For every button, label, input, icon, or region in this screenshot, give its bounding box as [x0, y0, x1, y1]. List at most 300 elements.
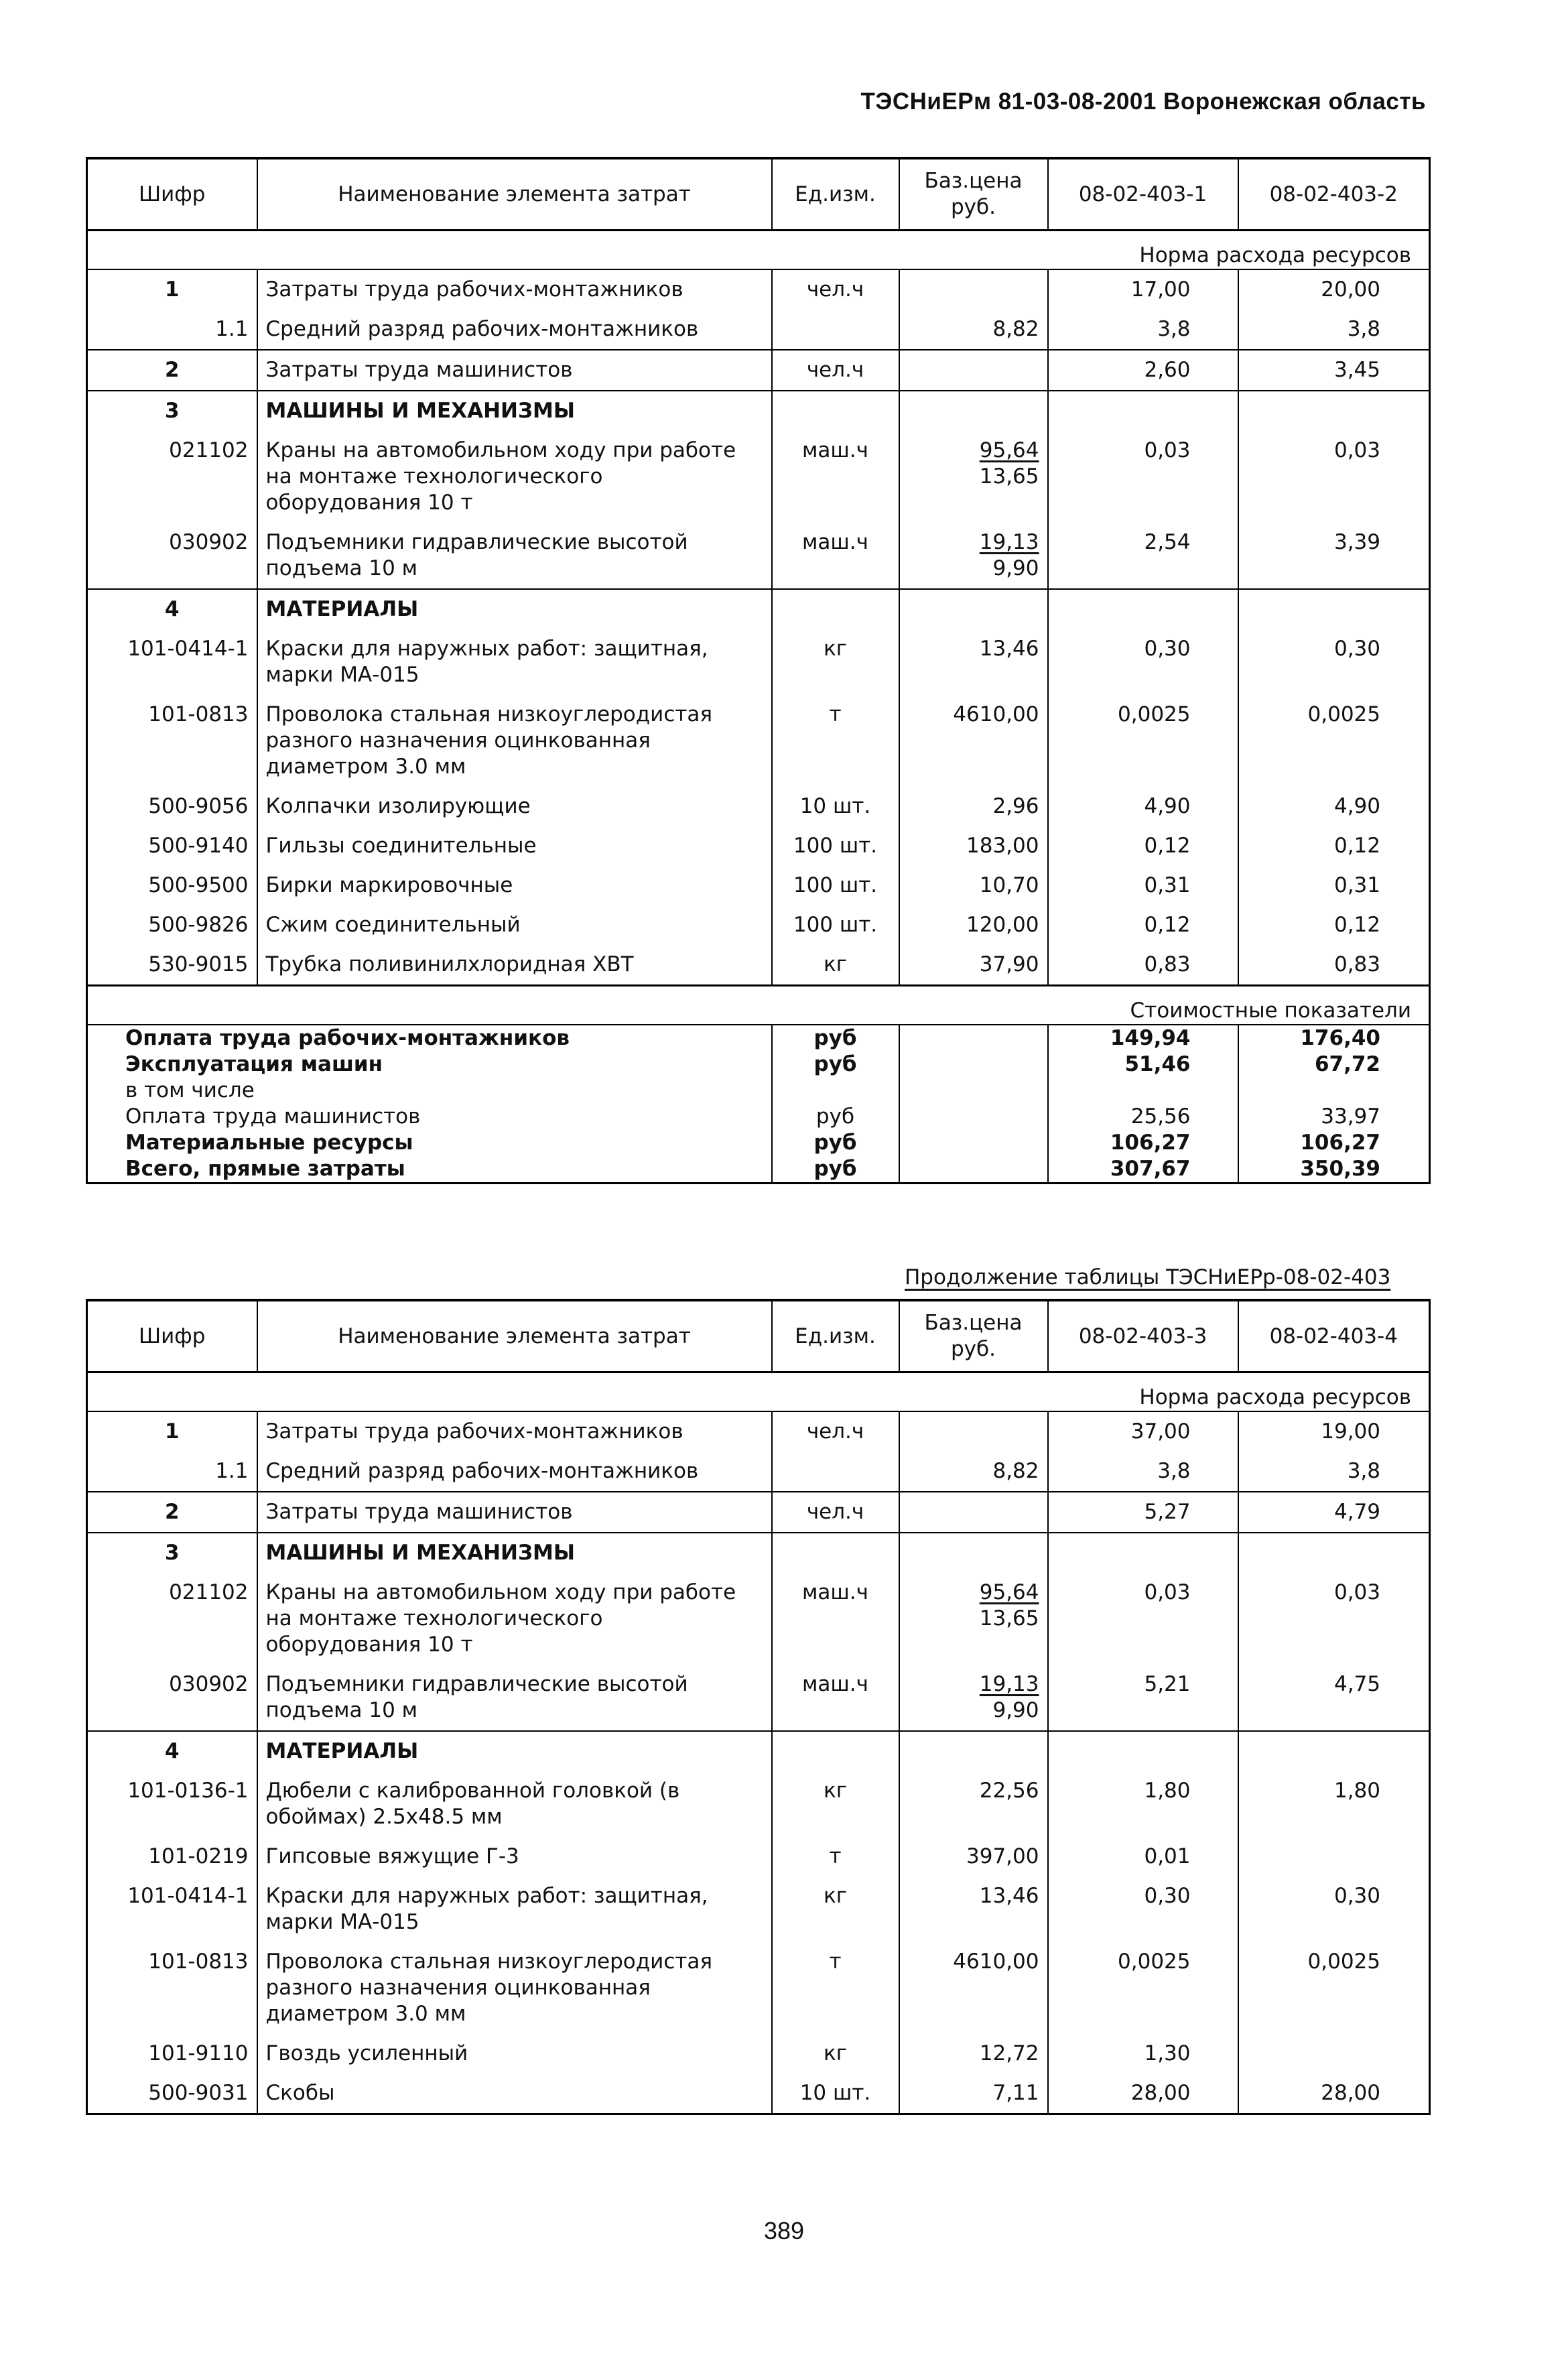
table-row: [87, 2034, 1430, 2074]
row-value-b: [1238, 629, 1430, 695]
row-name-text: Затраты труда машинистов: [265, 1500, 573, 1524]
row-code: [87, 310, 257, 350]
row-value-b-text: 20,00: [1321, 277, 1380, 302]
row-code: [87, 431, 257, 523]
row-value-a-text: 3,8: [1157, 1459, 1191, 1483]
row-price: [899, 391, 1048, 431]
resource-table-2-body: [87, 1300, 1430, 2114]
total-row: [87, 1156, 1430, 1184]
row-code: [87, 1876, 257, 1942]
row-price: [899, 629, 1048, 695]
total-value-a: 149,94: [1048, 1025, 1238, 1051]
table-row: [87, 1533, 1430, 1573]
row-name: [257, 1452, 772, 1492]
row-price-block: [908, 826, 1039, 866]
row-value-b: [1238, 350, 1430, 391]
row-code-text: 030902: [169, 530, 249, 554]
row-price-block: [908, 695, 1039, 735]
row-name-text: Краски для наружных работ: защитная, марки МА-015: [265, 1884, 708, 1934]
row-value-b: [1238, 310, 1430, 350]
row-name-text: Краски для наружных работ: защитная, марки МА-015: [265, 637, 708, 687]
row-value-b: [1238, 1452, 1430, 1492]
row-value-a: [1048, 695, 1238, 787]
row-value-b-text: 4,75: [1333, 1672, 1380, 1696]
row-name: [257, 1837, 772, 1876]
row-value-b: [1238, 826, 1430, 866]
row-unit-text: т: [829, 702, 842, 726]
row-price: [899, 787, 1048, 826]
row-unit: [772, 695, 899, 787]
row-value-a: [1048, 866, 1238, 905]
row-name-text: Бирки маркировочные: [265, 873, 513, 897]
table-row: [87, 589, 1430, 629]
row-value-b: [1238, 1665, 1430, 1731]
row-code: [87, 350, 257, 391]
table-row: [87, 391, 1430, 431]
row-unit: [772, 391, 899, 431]
row-unit-text: [781, 590, 891, 603]
row-name-text: Скобы: [265, 2081, 335, 2105]
row-name: [257, 310, 772, 350]
row-unit: [772, 1942, 899, 2034]
row-code: [87, 866, 257, 905]
row-value-a-text: 0,31: [1144, 873, 1191, 897]
row-code-text: 3: [164, 399, 180, 423]
row-price-text: 95,64: [979, 1580, 1039, 1604]
row-unit: [772, 1665, 899, 1731]
row-name: [257, 1533, 772, 1573]
row-value-b-text: 1,80: [1333, 1779, 1380, 1803]
row-value-b: [1238, 523, 1430, 589]
row-value-a: [1048, 1573, 1238, 1665]
col-header-code: Шифр: [87, 158, 257, 231]
row-unit-text: кг: [823, 637, 847, 661]
norm-label: Норма расхода ресурсов: [1048, 231, 1430, 270]
row-price: [899, 1665, 1048, 1731]
row-price-text: 183,00: [966, 834, 1039, 858]
row-price-block: [908, 1573, 1039, 1639]
row-value-b: [1238, 905, 1430, 945]
row-code-text: 101-0219: [148, 1844, 249, 1868]
row-value-a: [1048, 269, 1238, 310]
norm-spacer: [87, 1373, 1048, 1412]
row-code-text: 101-0414-1: [127, 637, 249, 661]
row-name: [257, 1942, 772, 2034]
row-price: [899, 2034, 1048, 2074]
row-code: [87, 1492, 257, 1533]
row-unit: [772, 1452, 899, 1492]
row-name: [257, 269, 772, 310]
row-name: [257, 695, 772, 787]
row-value-a-text: 17,00: [1130, 277, 1191, 302]
row-unit: [772, 2034, 899, 2074]
row-unit: [772, 350, 899, 391]
row-name-text: Подъемники гидравлические высотой подъема 10 м: [265, 1672, 688, 1722]
row-code: [87, 1837, 257, 1876]
row-price-operator-text: 13,65: [979, 1606, 1039, 1631]
row-code-text: 1: [164, 277, 180, 302]
row-value-b-text: 3,8: [1347, 317, 1380, 341]
total-value-b: 67,72: [1238, 1051, 1430, 1078]
row-price-block: [908, 2074, 1039, 2113]
total-unit: руб: [772, 1025, 899, 1051]
row-unit-text: [781, 1533, 891, 1547]
total-row: [87, 1104, 1430, 1130]
col-header-code: Шифр: [87, 1300, 257, 1373]
row-name-text: Средний разряд рабочих-монтажников: [265, 1459, 699, 1483]
row-value-b-text: [1247, 590, 1381, 603]
table-header-row: [87, 158, 1430, 231]
row-price: [899, 695, 1048, 787]
row-price-block: [908, 905, 1039, 945]
row-unit: [772, 269, 899, 310]
row-code-text: 530-9015: [148, 952, 249, 976]
table-row: [87, 1411, 1430, 1452]
row-value-b-text: 0,12: [1333, 834, 1380, 858]
row-value-b: [1238, 945, 1430, 986]
document-header: ТЭСНиЕРм 81-03-08-2001 Воронежская область: [860, 88, 1426, 115]
row-code: [87, 2034, 257, 2074]
row-name: [257, 945, 772, 986]
total-price-empty: [899, 1051, 1048, 1078]
row-name: [257, 2034, 772, 2074]
row-value-a: [1048, 589, 1238, 629]
row-value-a: [1048, 1452, 1238, 1492]
row-name: [257, 350, 772, 391]
table-row: [87, 1837, 1430, 1876]
total-value-a: 106,27: [1048, 1130, 1238, 1156]
row-value-a: [1048, 523, 1238, 589]
row-unit: [772, 1876, 899, 1942]
row-unit-text: маш.ч: [802, 438, 868, 462]
table-row: [87, 905, 1430, 945]
table-row: [87, 1452, 1430, 1492]
row-value-b: [1238, 1771, 1430, 1837]
row-value-a: [1048, 787, 1238, 826]
row-value-b-text: [1247, 1533, 1381, 1547]
row-price: [899, 1731, 1048, 1771]
row-value-a-text: 0,0025: [1118, 1950, 1191, 1974]
table-row: [87, 1942, 1430, 2034]
row-value-a-text: [1057, 391, 1191, 405]
row-value-b-text: 19,00: [1321, 1419, 1380, 1444]
row-code-text: 021102: [169, 438, 249, 462]
row-unit: [772, 629, 899, 695]
row-value-a: [1048, 1876, 1238, 1942]
total-value-b: [1238, 1078, 1430, 1104]
row-value-b: [1238, 589, 1430, 629]
row-price-block: [908, 945, 1039, 984]
row-value-a: [1048, 826, 1238, 866]
row-value-b: [1238, 2034, 1430, 2074]
row-value-a: [1048, 1533, 1238, 1573]
row-value-a: [1048, 1731, 1238, 1771]
row-price-block: [908, 1942, 1039, 1982]
row-code-text: 500-9140: [148, 834, 249, 858]
row-code: [87, 391, 257, 431]
row-price-block: [908, 1533, 1039, 1547]
row-name-text: МАТЕРИАЛЫ: [265, 1739, 419, 1763]
row-value-a-text: 1,30: [1144, 2041, 1191, 2065]
row-value-a-text: 0,03: [1144, 438, 1191, 462]
row-code: [87, 787, 257, 826]
row-value-b-text: 0,12: [1333, 913, 1380, 937]
cost-label: Стоимостные показатели: [1048, 986, 1430, 1025]
row-price: [899, 1411, 1048, 1452]
row-code: [87, 1731, 257, 1771]
row-code: [87, 905, 257, 945]
row-value-b-text: [1247, 1837, 1381, 1850]
row-unit-text: 10 шт.: [799, 2081, 871, 2105]
row-unit-text: т: [829, 1844, 842, 1868]
row-code: [87, 1771, 257, 1837]
total-unit: руб: [772, 1104, 899, 1130]
row-value-a: [1048, 391, 1238, 431]
row-code: [87, 826, 257, 866]
row-price-block: [908, 350, 1039, 364]
row-price-text: 8,82: [992, 1459, 1039, 1483]
table-row: [87, 2074, 1430, 2114]
row-code: [87, 523, 257, 589]
table-row: [87, 945, 1430, 986]
row-value-a-text: 4,90: [1144, 794, 1191, 818]
row-value-b: [1238, 1492, 1430, 1533]
row-value-b: [1238, 1942, 1430, 2034]
row-price-block: [908, 2034, 1039, 2074]
row-unit: [772, 905, 899, 945]
row-value-b-text: 4,79: [1333, 1500, 1380, 1524]
table-header-row: [87, 1300, 1430, 1373]
total-value-b: 176,40: [1238, 1025, 1430, 1051]
col-header-a: 08-02-403-3: [1048, 1300, 1238, 1373]
col-header-price: Баз.цена руб.: [899, 158, 1048, 231]
row-value-b: [1238, 866, 1430, 905]
row-name: [257, 629, 772, 695]
row-code-text: 101-0813: [148, 702, 249, 726]
row-name-text: МАТЕРИАЛЫ: [265, 597, 419, 621]
total-price-empty: [899, 1078, 1048, 1104]
table-row: [87, 523, 1430, 589]
row-value-b-text: [1247, 1732, 1381, 1745]
row-unit-text: 100 шт.: [793, 913, 878, 937]
row-code-text: 101-0414-1: [127, 1884, 249, 1908]
row-price-block: [908, 391, 1039, 405]
row-value-a: [1048, 310, 1238, 350]
row-unit: [772, 2074, 899, 2114]
row-code: [87, 1452, 257, 1492]
row-price-text: 13,46: [979, 1884, 1039, 1908]
row-value-b-text: 0,0025: [1307, 702, 1380, 726]
total-name: Эксплуатация машин: [87, 1051, 772, 1078]
row-code: [87, 1533, 257, 1573]
row-unit-text: т: [829, 1950, 842, 1974]
row-name: [257, 826, 772, 866]
row-unit-text: 10 шт.: [799, 794, 871, 818]
row-price-text: 12,72: [979, 2041, 1039, 2065]
row-value-b: [1238, 391, 1430, 431]
row-price-block: [908, 310, 1039, 349]
row-price-operator-text: 9,90: [992, 556, 1039, 580]
row-unit-text: маш.ч: [802, 1580, 868, 1604]
row-code-text: 500-9500: [148, 873, 249, 897]
row-price: [899, 1837, 1048, 1876]
row-value-a-text: 0,83: [1144, 952, 1191, 976]
norm-label: Норма расхода ресурсов: [1048, 1373, 1430, 1412]
row-code-text: 1.1: [215, 317, 249, 341]
row-code-text: 101-0813: [148, 1950, 249, 1974]
row-price-block: [908, 1876, 1039, 1916]
row-name: [257, 431, 772, 523]
row-name-text: Гвоздь усиленный: [265, 2041, 468, 2065]
row-price-text: 7,11: [992, 2081, 1039, 2105]
row-price-text: 10,70: [979, 873, 1039, 897]
row-value-b: [1238, 1411, 1430, 1452]
norm-spacer: [87, 231, 1048, 270]
row-price-block: [908, 1412, 1039, 1425]
row-unit-text: 100 шт.: [793, 873, 878, 897]
page-number: 389: [763, 2217, 805, 2244]
row-code-text: 4: [164, 1739, 180, 1763]
table-row: [87, 350, 1430, 391]
row-unit-text: кг: [823, 1884, 847, 1908]
row-value-a-text: 1,80: [1144, 1779, 1191, 1803]
row-price-block: [908, 1732, 1039, 1745]
table-row: [87, 866, 1430, 905]
row-price: [899, 1452, 1048, 1492]
row-price-block: [908, 866, 1039, 905]
row-value-b-text: [1247, 391, 1381, 405]
total-price-empty: [899, 1104, 1048, 1130]
row-price-operator-text: 13,65: [979, 464, 1039, 489]
row-code-text: 021102: [169, 1580, 249, 1604]
row-name-text: Сжим соединительный: [265, 913, 521, 937]
row-value-a-text: 5,27: [1144, 1500, 1191, 1524]
row-name-text: Краны на автомобильном ходу при работе на монтаже технологического оборудования 10 т: [265, 438, 736, 515]
row-name: [257, 1492, 772, 1533]
row-price-text: 95,64: [979, 438, 1039, 462]
table-row: [87, 1665, 1430, 1731]
row-value-b: [1238, 695, 1430, 787]
row-unit-text: [781, 310, 891, 323]
total-row: [87, 1025, 1430, 1051]
row-value-a-text: 0,12: [1144, 913, 1191, 937]
table-row: [87, 695, 1430, 787]
row-value-a: [1048, 945, 1238, 986]
resource-table-2: [86, 1299, 1431, 2115]
row-price-text: 2,96: [992, 794, 1039, 818]
row-value-a: [1048, 1837, 1238, 1876]
table-row: [87, 1771, 1430, 1837]
row-value-b: [1238, 1731, 1430, 1771]
row-value-b: [1238, 787, 1430, 826]
row-code-text: 030902: [169, 1672, 249, 1696]
total-name: Оплата труда рабочих-монтажников: [87, 1025, 772, 1051]
col-header-b: 08-02-403-4: [1238, 1300, 1430, 1373]
total-value-a: 307,67: [1048, 1156, 1238, 1184]
row-unit: [772, 1837, 899, 1876]
row-value-a-text: 0,03: [1144, 1580, 1191, 1604]
row-name: [257, 1573, 772, 1665]
row-price: [899, 1492, 1048, 1533]
row-name-text: Краны на автомобильном ходу при работе на монтаже технологического оборудования 10 т: [265, 1580, 736, 1657]
row-name-text: МАШИНЫ И МЕХАНИЗМЫ: [265, 399, 575, 423]
row-price-block: [908, 431, 1039, 497]
row-price: [899, 431, 1048, 523]
col-header-name: Наименование элемента затрат: [257, 1300, 772, 1373]
total-unit: [772, 1078, 899, 1104]
row-value-a: [1048, 2034, 1238, 2074]
table-row: [87, 629, 1430, 695]
row-value-a-text: 0,0025: [1118, 702, 1191, 726]
row-unit-text: кг: [823, 1779, 847, 1803]
row-price-block: [908, 629, 1039, 669]
row-unit-text: чел.ч: [806, 1500, 864, 1524]
table-row: [87, 269, 1430, 310]
total-name: Оплата труда машинистов: [87, 1104, 772, 1130]
row-unit: [772, 945, 899, 986]
row-code-text: 2: [164, 358, 180, 382]
row-price: [899, 1771, 1048, 1837]
row-name: [257, 866, 772, 905]
row-price: [899, 1876, 1048, 1942]
row-value-a-text: 2,54: [1144, 530, 1191, 554]
col-header-unit: Ед.изм.: [772, 158, 899, 231]
row-name-text: Затраты труда рабочих-монтажников: [265, 277, 683, 302]
total-unit: руб: [772, 1051, 899, 1078]
row-name-text: Затраты труда машинистов: [265, 358, 573, 382]
row-unit: [772, 787, 899, 826]
row-name: [257, 1876, 772, 1942]
total-name: в том числе: [87, 1078, 772, 1104]
row-code: [87, 945, 257, 986]
row-name: [257, 2074, 772, 2114]
col-header-a: 08-02-403-1: [1048, 158, 1238, 231]
row-code: [87, 1665, 257, 1731]
row-name-text: Колпачки изолирующие: [265, 794, 531, 818]
norm-label-row: [87, 231, 1430, 270]
row-value-b: [1238, 269, 1430, 310]
row-code: [87, 1942, 257, 2034]
row-price: [899, 1942, 1048, 2034]
row-name-text: Затраты труда рабочих-монтажников: [265, 1419, 683, 1444]
row-name: [257, 1411, 772, 1452]
row-price: [899, 945, 1048, 986]
row-unit: [772, 1533, 899, 1573]
row-value-b-text: 3,39: [1333, 530, 1380, 554]
row-code-text: 4: [164, 597, 180, 621]
total-value-b: 350,39: [1238, 1156, 1430, 1184]
row-name: [257, 523, 772, 589]
row-value-b: [1238, 1837, 1430, 1876]
total-price-empty: [899, 1025, 1048, 1051]
row-value-b-text: 0,0025: [1307, 1950, 1380, 1974]
row-price: [899, 905, 1048, 945]
row-name: [257, 787, 772, 826]
row-value-b-text: 0,30: [1333, 1884, 1380, 1908]
row-value-b: [1238, 431, 1430, 523]
row-unit-text: маш.ч: [802, 1672, 868, 1696]
total-name: Материальные ресурсы: [87, 1130, 772, 1156]
table-row: [87, 310, 1430, 350]
row-name: [257, 391, 772, 431]
row-value-a-text: [1057, 1533, 1191, 1547]
row-value-a-text: [1057, 1732, 1191, 1745]
row-code-text: 1: [164, 1419, 180, 1444]
table-row: [87, 431, 1430, 523]
table-row: [87, 1876, 1430, 1942]
table-continuation-caption: Продолжение таблицы ТЭСНиЕРр-08-02-403: [905, 1265, 1391, 1289]
row-code-text: 101-0136-1: [127, 1779, 249, 1803]
